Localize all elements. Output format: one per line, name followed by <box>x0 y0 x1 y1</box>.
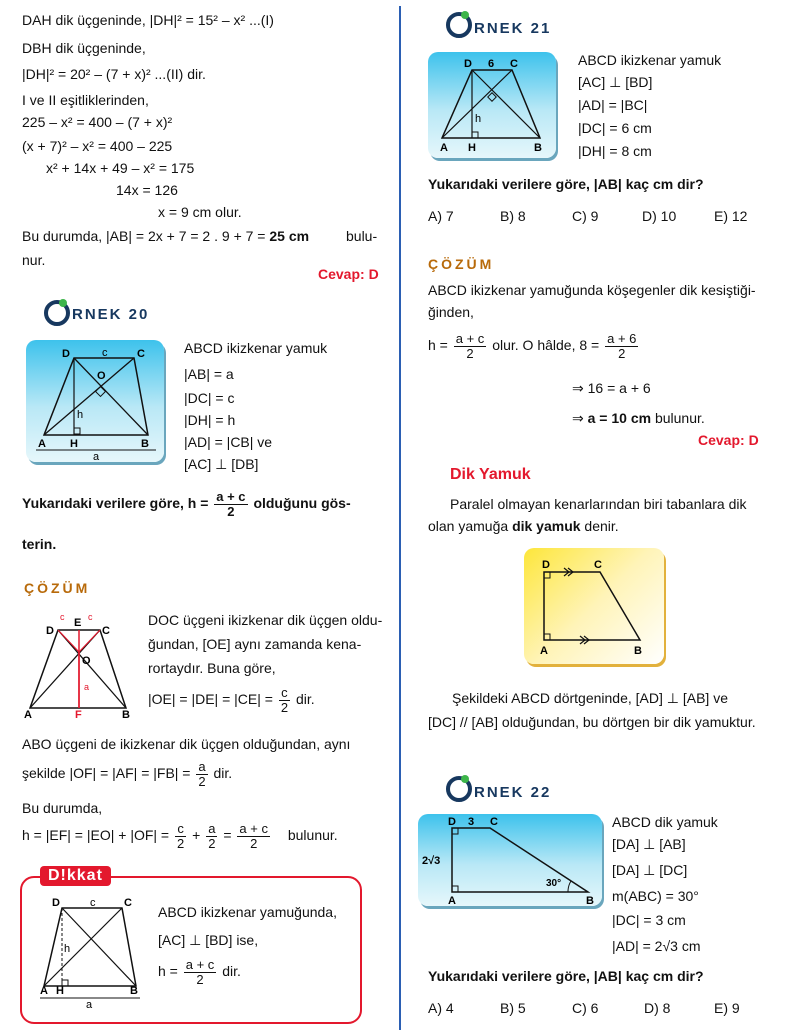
ornek20-fact-6: [AC] ⊥ [DB] <box>184 456 259 472</box>
intro-line-3: |DH|² = 20² – (7 + x)² ...(II) dir. <box>22 66 206 82</box>
column-divider <box>399 6 401 1030</box>
dikkat-line-3: h = $\frac{a + c}{2}$ dir. <box>158 957 241 987</box>
fig-label-F: F <box>75 709 82 720</box>
dik-yamuk-s1: Şekildeki ABCD dörtgeninde, [AD] ⊥ [AB] ve <box>452 690 728 706</box>
fig-label-A: A <box>40 985 48 997</box>
fig-label-A: A <box>440 142 448 154</box>
fig-label-C: C <box>594 559 602 571</box>
fig-label-h: h <box>475 113 482 125</box>
fig-label-C: C <box>102 625 110 637</box>
ornek22-option-a[interactable]: A) 4 <box>428 1000 454 1016</box>
intro-line-1: DAH dik üçgeninde, |DH|² = 15² – x² ...(I) <box>22 12 274 28</box>
fig-label-H: H <box>468 142 476 154</box>
fig-label-c: c <box>102 347 108 359</box>
ornek-badge-icon <box>444 774 474 804</box>
dik-yamuk-s2: [DC] // [AB] olduğundan, bu dörtgen bir dik yamuktur. <box>428 714 756 730</box>
fig-label-D: D <box>62 348 70 360</box>
fig-label-B: B <box>122 709 130 720</box>
fig-label-D: D <box>46 625 54 637</box>
fig-label-2root3: 2√3 <box>422 855 441 867</box>
ornek20-question: Yukarıdaki verilere göre, h = $\frac{a + c}{2}$ olduğunu gös- <box>22 489 351 519</box>
conclusion-line: Bu durumda, |AB| = 2x + 7 = 2 . 9 + 7 = 25 cm <box>22 228 310 244</box>
ornek21-fact-4: |DC| = 6 cm <box>578 120 652 136</box>
fig-label-6: 6 <box>488 58 495 70</box>
dikkat-line-1: ABCD ikizkenar yamuğunda, <box>158 904 337 920</box>
fig-label-A: A <box>24 709 32 720</box>
fig-label-A: A <box>448 895 456 906</box>
fig-label-D: D <box>542 559 550 571</box>
cozum2-line-1: ABCD ikizkenar yamuğunda köşegenler dik kesiştiği- <box>428 282 756 298</box>
ornek22-question: Yukarıdaki verilere göre, |AB| kaç cm dir? <box>428 968 704 984</box>
fig-label-A: A <box>38 438 46 450</box>
fig-label-c: c <box>90 897 96 909</box>
ornek21-fact-3: |AD| = |BC| <box>578 97 648 113</box>
ornek22-fact-1: ABCD dik yamuk <box>612 814 718 830</box>
fig-label-O: O <box>82 655 91 667</box>
fig-label-D: D <box>464 58 472 70</box>
ornek20-figure-card <box>26 340 164 462</box>
ornek20-fact-1: ABCD ikizkenar yamuk <box>184 340 328 356</box>
intro-line-4: I ve II eşitliklerinden, <box>22 92 149 108</box>
ornek20-fact-5: |AD| = |CB| ve <box>184 434 273 450</box>
abo-line-1: ABO üçgeni de ikizkenar dik üçgen olduğundan, aynı <box>22 736 351 752</box>
cozum2-title: ÇÖZÜM <box>428 256 495 272</box>
cozum2-answer: Cevap: D <box>698 432 759 448</box>
fig-label-D: D <box>448 816 456 828</box>
fig-label-B: B <box>534 142 542 154</box>
cozum2-equation: h = $\frac{a + c}{2}$ olur. O hâlde, 8 = $\frac{a + 6}{2}$ <box>428 331 637 361</box>
ornek22-figure-card <box>418 814 602 906</box>
ornek22-fact-4: m(ABC) = 30° <box>612 888 699 904</box>
cozum2-step-1: ⇒ 16 = a + 6 <box>572 380 651 396</box>
ornek21-option-d[interactable]: D) 10 <box>642 208 677 224</box>
fig-label-C: C <box>510 58 518 70</box>
fig-label-a-half: a <box>84 682 90 692</box>
fig-label-C: C <box>124 897 132 909</box>
ornek21-fact-5: |DH| = 8 cm <box>578 143 652 159</box>
ornek22-right-trapezoid-figure <box>418 814 602 906</box>
intro-line-5: 225 – x² = 400 – (7 + x)² <box>22 114 173 130</box>
ornek22-fact-2: [DA] ⊥ [AB] <box>612 836 686 852</box>
ornek21-question: Yukarıdaki verilere göre, |AB| kaç cm dir? <box>428 176 704 192</box>
ornek22-fact-6: |AD| = 2√3 cm <box>612 938 701 954</box>
ornek21-option-a[interactable]: A) 7 <box>428 208 454 224</box>
cozum-text-2: ğundan, [OE] aynı zamanda kena- <box>148 636 362 652</box>
ornek-badge-icon <box>42 298 72 328</box>
intro-line-8: 14x = 126 <box>116 182 178 198</box>
final-equation: h = |EF| = |EO| + |OF| = $\frac{c}{2}$ + $\frac{a}{2}$ = $\frac{a + c}{2}$ bulunur. <box>22 821 338 851</box>
fig-label-h: h <box>64 943 71 955</box>
fig-label-c-half-2: c <box>88 612 93 622</box>
ornek21-figure-card <box>428 52 556 158</box>
fig-label-B: B <box>634 645 642 657</box>
ornek-badge-icon <box>444 10 474 40</box>
fig-label-angle: 30° <box>546 878 562 889</box>
fig-label-C: C <box>490 816 498 828</box>
ornek21-option-e[interactable]: E) 12 <box>714 208 748 224</box>
ornek22-option-c[interactable]: C) 6 <box>572 1000 599 1016</box>
intro-line-2: DBH dik üçgeninde, <box>22 40 146 56</box>
ornek21-title: RNEK 21 <box>474 20 552 37</box>
ornek22-option-b[interactable]: B) 5 <box>500 1000 526 1016</box>
fig-label-C: C <box>137 348 145 360</box>
cozum-title: ÇÖZÜM <box>24 580 91 596</box>
dikkat-line-2: [AC] ⊥ [BD] ise, <box>158 932 259 948</box>
dik-yamuk-figure-card <box>524 548 664 664</box>
ornek22-option-d[interactable]: D) 8 <box>644 1000 671 1016</box>
fig-label-c-half: c <box>60 612 65 622</box>
ornek20-fact-3: |DC| = c <box>184 390 235 406</box>
ornek22-fact-5: |DC| = 3 cm <box>612 912 686 928</box>
fig-label-H: H <box>70 438 78 450</box>
fig-label-B: B <box>130 985 138 997</box>
dikkat-tag: D!kkat <box>40 866 111 886</box>
cozum-trapezoid-figure <box>22 612 140 720</box>
ornek22-title: RNEK 22 <box>474 784 552 801</box>
intro-line-6: (x + 7)² – x² = 400 – 225 <box>22 138 173 154</box>
dik-yamuk-figure <box>524 548 664 664</box>
fig-label-a: a <box>93 451 100 462</box>
conclusion-end: nur. <box>22 252 46 268</box>
fig-label-h: h <box>77 409 84 421</box>
cozum2-line-2: ğinden, <box>428 304 474 320</box>
cozum-eq: |OE| = |DE| = |CE| = $\frac{c}{2}$ dir. <box>148 685 315 715</box>
ornek21-fact-1: ABCD ikizkenar yamuk <box>578 52 722 68</box>
ornek20-trapezoid-figure <box>26 340 164 462</box>
cozum-text-3: rortaydır. Buna göre, <box>148 660 276 676</box>
fig-label-a: a <box>86 999 93 1010</box>
dik-yamuk-title: Dik Yamuk <box>450 466 531 483</box>
cozum2-step-2: ⇒ a = 10 cm bulunur. <box>572 410 705 426</box>
abo-line-2: şekilde |OF| = |AF| = |FB| = $\frac{a}{2}$ dir. <box>22 759 233 789</box>
fig-label-O: O <box>97 370 106 382</box>
ornek22-fact-3: [DA] ⊥ [DC] <box>612 862 688 878</box>
answer-label: Cevap: D <box>318 266 379 282</box>
ornek20-title: RNEK 20 <box>72 306 150 323</box>
dik-yamuk-p1: Paralel olmayan kenarlarından biri tabanlara dik <box>450 496 747 512</box>
conclusion-wrap: bulu- <box>346 228 378 244</box>
ornek21-option-c[interactable]: C) 9 <box>572 208 599 224</box>
fig-label-E: E <box>74 617 82 629</box>
fig-label-D: D <box>52 897 60 909</box>
ornek20-fact-2: |AB| = a <box>184 366 234 382</box>
dik-yamuk-p2: olan yamuğa dik yamuk denir. <box>428 518 619 534</box>
ornek22-option-e[interactable]: E) 9 <box>714 1000 740 1016</box>
fig-label-A: A <box>540 645 548 657</box>
ornek21-option-b[interactable]: B) 8 <box>500 208 526 224</box>
dikkat-trapezoid-figure <box>34 894 146 1010</box>
fraction: $\frac{a + c}{2}$ <box>216 489 246 519</box>
ornek20-fact-4: |DH| = h <box>184 412 236 428</box>
ornek20-question-end: terin. <box>22 536 57 552</box>
intro-line-7: x² + 14x + 49 – x² = 175 <box>46 160 195 176</box>
ornek21-trapezoid-figure <box>428 52 556 158</box>
fig-label-3: 3 <box>468 816 475 828</box>
fig-label-B: B <box>586 895 594 906</box>
intro-line-9: x = 9 cm olur. <box>158 204 242 220</box>
fig-label-B: B <box>141 438 149 450</box>
cozum-text-1: DOC üçgeni ikizkenar dik üçgen oldu- <box>148 612 383 628</box>
bu-durumda: Bu durumda, <box>22 800 103 816</box>
fig-label-H: H <box>56 985 64 997</box>
ornek21-fact-2: [AC] ⊥ [BD] <box>578 74 653 90</box>
